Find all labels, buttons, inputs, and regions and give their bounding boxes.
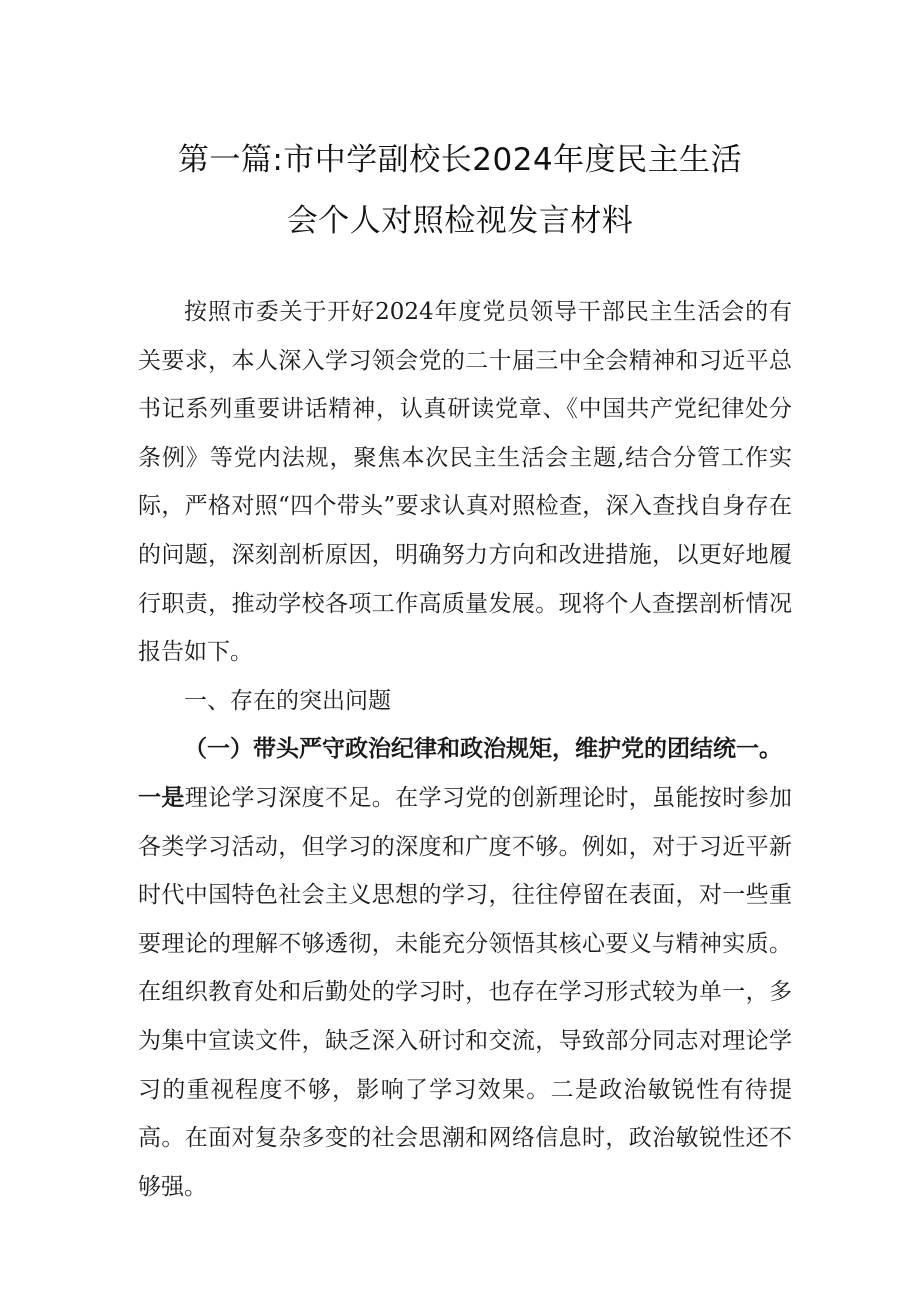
intro-paragraph: 按照市委关于开好2024年度党员领导干部民主生活会的有关要求，本人深入学习领会党的二十届三中全会精神和习近平总书记系列重要讲话精神，认真研读党章、《中国共产党纪律处分条例》等党内法规，聚焦本次民主生活会主题,结合分管工作实际，严格对照“四个带头”要求认真对照检查，深入查找自身存在的问题，深刻剖析原因，明确努力方向和改进措施，以更好地履行职责，推动学校各项工作高质量发展。现将个人查摆剖析情况报告如下。: [138, 299, 792, 666]
document-body: [138, 288, 792, 1211]
subsection-heading: （一）带头严守政治纪律和政治规矩，维护党的团结统一。: [184, 735, 782, 763]
point-text: 理论学习深度不足。在学习党的创新理论时，虽能按时参加各类学习活动，但学习的深度和广度不够。例如，对于习近平新时代中国特色社会主义思想的学习，往往停留在表面，对一些重要理论的理解不够透彻，未能充分领悟其核心要义与精神实质。在组织教育处和后勤处的学习时，也存在学习形式较为单一，多为集中宣读文件，缺乏深入研讨和交流，导致部分同志对理论学习的重视程度不够，影响了学习效果。二是政治敏锐性有待提高。在面对复杂多变的社会思潮和网络信息时，政治敏锐性还不够强。: [138, 784, 793, 1200]
point-paragraph: [138, 774, 792, 1211]
document-title-line-2: 会个人对照检视发言材料: [286, 203, 634, 239]
point-label: 一是: [138, 783, 185, 811]
section-heading: 一、存在的突出问题: [184, 687, 391, 714]
document-title-line-1: 第一篇:市中学副校长2024年度民主生活: [177, 142, 743, 178]
